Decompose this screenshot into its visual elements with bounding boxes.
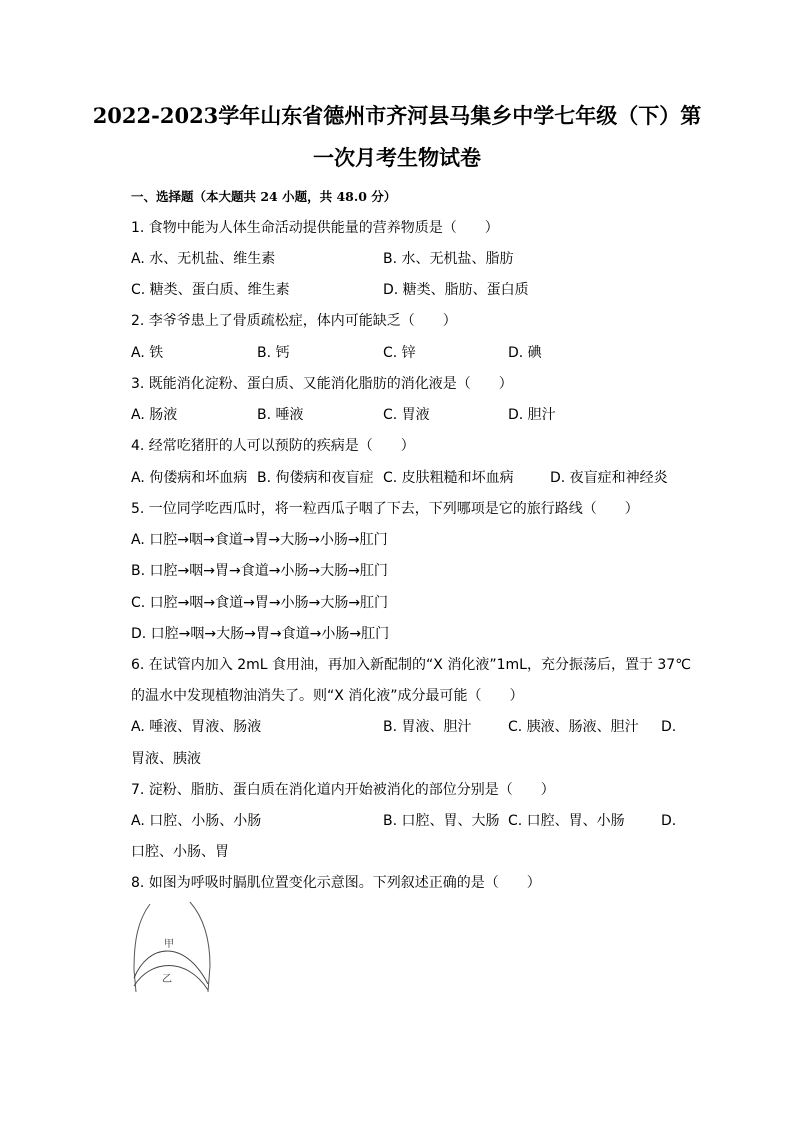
question-5-option-b: B. 口腔→咽→胃→食道→小肠→大肠→肛门 (131, 563, 388, 579)
diaphragm-diagram (128, 900, 218, 996)
question-2-stem: 2. 李爷爷患上了骨质疏松症，体内可能缺乏（ ） (131, 313, 457, 329)
question-3-stem: 3. 既能消化淀粉、蛋白质、又能消化脂肪的消化液是（ ） (131, 376, 513, 392)
label-jia: 甲 (164, 939, 174, 950)
question-1-option-c: C. 糖类、蛋白质、维生素 (131, 282, 290, 298)
question-6-option-d-label: D. (661, 719, 677, 735)
question-1-option-d: D. 糖类、脂肪、蛋白质 (383, 282, 529, 298)
question-4-option-c: C. 皮肤粗糙和坏血病 (383, 470, 514, 486)
question-4-option-b: B. 佝偻病和夜盲症 (257, 470, 374, 486)
question-7-option-c: C. 口腔、胃、小肠 (508, 813, 625, 829)
question-8-stem: 8. 如图为呼吸时膈肌位置变化示意图。下列叙述正确的是（ ） (131, 875, 541, 891)
question-4-option-d: D. 夜盲症和神经炎 (550, 470, 668, 486)
question-5-stem: 5. 一位同学吃西瓜时，将一粒西瓜子咽了下去，下列哪项是它的旅行路线（ ） (131, 501, 639, 517)
question-3-option-a: A. 肠液 (131, 407, 178, 423)
question-7-option-d-text: 口腔、小肠、胃 (131, 844, 229, 860)
question-1-option-b: B. 水、无机盐、脂肪 (383, 251, 514, 267)
question-1-stem: 1. 食物中能为人体生命活动提供能量的营养物质是（ ） (131, 220, 499, 236)
page-title-line-2: 一次月考生物试卷 (313, 145, 481, 170)
question-7-option-a: A. 口腔、小肠、小肠 (131, 813, 262, 829)
question-6-option-c: C. 胰液、肠液、胆汁 (508, 719, 639, 735)
question-7-stem: 7. 淀粉、脂肪、蛋白质在消化道内开始被消化的部位分别是（ ） (131, 782, 555, 798)
chest-wall-left (134, 904, 150, 992)
question-3-option-c: C. 胃液 (383, 407, 430, 423)
question-6-option-d-text: 胃液、胰液 (131, 751, 201, 767)
question-6-stem-line-2: 的温水中发现植物油消失了。则“X 消化液”成分最可能（ ） (131, 688, 524, 704)
question-2-option-b: B. 钙 (257, 345, 290, 361)
label-yi: 乙 (162, 974, 172, 985)
question-6-stem-line-1: 6. 在试管内加入 2mL 食用油，再加入新配制的“X 消化液”1mL，充分振荡后，置于 37℃ (131, 657, 691, 673)
question-4-option-a: A. 佝偻病和坏血病 (131, 470, 248, 486)
question-7-option-d-label: D. (661, 813, 677, 829)
question-2-option-a: A. 铁 (131, 345, 164, 361)
question-6-option-a: A. 唾液、胃液、肠液 (131, 719, 262, 735)
question-5-option-c: C. 口腔→咽→食道→胃→小肠→大肠→肛门 (131, 595, 389, 611)
question-3-option-b: B. 唾液 (257, 407, 304, 423)
question-3-option-d: D. 胆汁 (508, 407, 556, 423)
question-5-option-d: D. 口腔→咽→大肠→胃→食道→小肠→肛门 (131, 626, 390, 642)
page-title-line-1: 2022-2023学年山东省德州市齐河县马集乡中学七年级（下）第 (92, 103, 702, 128)
section-heading: 一、选择题（本大题共 24 小题，共 48.0 分） (131, 189, 397, 204)
question-1-option-a: A. 水、无机盐、维生素 (131, 251, 276, 267)
question-5-option-a: A. 口腔→咽→食道→胃→大肠→小肠→肛门 (131, 532, 388, 548)
question-2-option-c: C. 锌 (383, 345, 416, 361)
question-6-option-b: B. 胃液、胆汁 (383, 719, 472, 735)
question-2-option-d: D. 碘 (508, 345, 542, 361)
question-4-stem: 4. 经常吃猪肝的人可以预防的疾病是（ ） (131, 438, 415, 454)
question-7-option-b: B. 口腔、胃、大肠 (383, 813, 500, 829)
chest-wall-right (190, 902, 210, 992)
